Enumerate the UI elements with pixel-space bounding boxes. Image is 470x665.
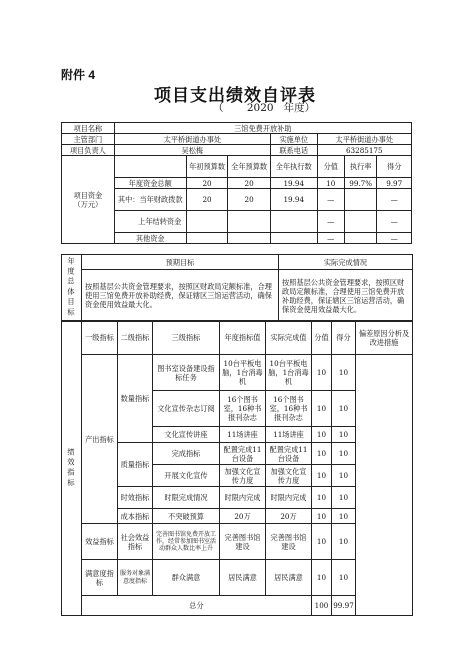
indicator-target: 10台平板电脑，1台消毒机 <box>220 355 266 391</box>
indicator-score: 10 <box>312 487 332 509</box>
funds-cell: 99.7% <box>344 178 376 189</box>
total-label: 总分 <box>82 596 312 616</box>
perf-header: 分值 <box>312 321 332 355</box>
quantity-label: 数量指标 <box>118 355 153 443</box>
social-label: 社会效益指标 <box>118 524 153 560</box>
indicator-name: 文化宣传杂志订阅 <box>153 391 220 427</box>
indicator-target: 20万 <box>220 509 266 524</box>
perf-header: 二级指标 <box>118 321 153 355</box>
attachment-label: 附件 4 <box>61 68 96 82</box>
indicator-score: 10 <box>312 391 332 427</box>
indicator-score: 10 <box>312 355 332 391</box>
indicator-got: 10 <box>332 560 356 596</box>
indicator-got: 10 <box>332 509 356 524</box>
benefit-label: 效益指标 <box>82 524 118 560</box>
indicator-name: 不突破预算 <box>153 509 220 524</box>
perf-table <box>61 320 413 616</box>
impl-label: 实施单位 <box>270 134 317 145</box>
indicator-actual: 时限内完成 <box>266 487 312 509</box>
indicator-score: 10 <box>312 524 332 560</box>
funds-cell: 10 <box>317 178 344 189</box>
deviation-notes <box>356 355 413 616</box>
funds-row-label: 其中：当年财政拨款 <box>114 189 186 211</box>
funds-row-label: 年度资金总额 <box>114 178 186 189</box>
indicator-actual: 居民满意 <box>266 560 312 596</box>
funds-cell: 19.94 <box>270 178 317 189</box>
indicator-target: 11场讲座 <box>220 427 266 443</box>
funds-cell: — <box>377 233 412 244</box>
goals-label: 年度总体目标 <box>62 255 82 322</box>
perf-header: 得分 <box>332 321 356 355</box>
indicator-score: 10 <box>312 427 332 443</box>
indicator-name: 图书室设备建设指标任务 <box>153 355 220 391</box>
project-name-value: 三馆免费开放补助 <box>114 123 411 134</box>
funds-cell <box>186 233 228 244</box>
indicator-got: 10 <box>332 427 356 443</box>
funds-cell <box>344 211 376 233</box>
perf-header: 年度指标值 <box>220 321 266 355</box>
satisfaction-sub-label: 服务对象满意度指标 <box>118 560 153 596</box>
indicator-target: 配置完成11台设备 <box>220 443 266 465</box>
indicator-score: 10 <box>312 465 332 487</box>
indicator-actual: 16个图书室，16种书报刊杂志 <box>266 391 312 427</box>
cost-label: 成本指标 <box>118 509 153 524</box>
funds-cell <box>228 211 271 233</box>
output-label: 产出指标 <box>82 355 118 524</box>
dept-label: 主管部门 <box>62 134 115 145</box>
indicator-name: 完成指标 <box>153 443 220 465</box>
owner-label: 项目负责人 <box>62 145 115 156</box>
indicator-got: 10 <box>332 487 356 509</box>
phone-value: 63285175 <box>317 145 411 156</box>
indicator-name: 文化宣传讲座 <box>153 427 220 443</box>
goals-expected-header: 预期目标 <box>82 255 279 270</box>
phone-label: 联系电话 <box>270 145 317 156</box>
indicator-score: 10 <box>312 560 332 596</box>
indicator-actual: 完善图书馆建设 <box>266 524 312 560</box>
info-table <box>61 122 412 244</box>
indicator-got: 10 <box>332 465 356 487</box>
goals-expected-text: 按照基层公共资金管理要求，按照区财政局定额标准，合理使用三馆免费开放补助经费，保证辖区三馆运营活动，确保资金使用效益最大化。 <box>82 270 279 322</box>
funds-cell: — <box>317 233 344 244</box>
indicator-name: 时限完成情况 <box>153 487 220 509</box>
funds-cell <box>228 233 271 244</box>
project-name-label: 项目名称 <box>62 123 115 134</box>
indicator-got: 10 <box>332 391 356 427</box>
indicator-actual: 20万 <box>266 509 312 524</box>
funds-cell <box>344 189 376 211</box>
indicator-name: 开展文化宣传 <box>153 465 220 487</box>
funds-cell: — <box>317 211 344 233</box>
funds-cell: 20 <box>228 178 271 189</box>
funds-cell: 20 <box>228 189 271 211</box>
year-label: （ 2020 年度） <box>213 102 316 114</box>
total-got: 99.97 <box>332 596 356 616</box>
impl-value: 太平桥街道办事处 <box>317 134 411 145</box>
funds-cell: 19.94 <box>270 189 317 211</box>
funds-cell: 9.97 <box>377 178 412 189</box>
funds-cell: — <box>377 211 412 233</box>
funds-row-label: 其他资金 <box>114 233 186 244</box>
indicator-score: 10 <box>312 443 332 465</box>
funds-cell: — <box>377 189 412 211</box>
indicator-name: 群众满意 <box>153 560 220 596</box>
funds-cell <box>270 233 317 244</box>
indicator-target: 完善图书馆建设 <box>220 524 266 560</box>
indicator-actual: 配置完成11台设备 <box>266 443 312 465</box>
goals-actual-text: 按照基层公共资金管理要求，按照区财政局定额标准，合理使用三馆免费开放补助经费，保证辖区三馆运营活动，确保资金使用效益最大化。 <box>279 270 413 322</box>
time-label: 时效指标 <box>118 487 153 509</box>
goals-actual-header: 实际完成情况 <box>279 255 413 270</box>
indicator-actual: 加强文化宣传力度 <box>266 465 312 487</box>
indicator-actual: 11场讲座 <box>266 427 312 443</box>
perf-header: 一级指标 <box>82 321 118 355</box>
funds-header: 年初预算数 <box>186 156 228 178</box>
funds-cell <box>186 211 228 233</box>
indicator-target: 居民满意 <box>220 560 266 596</box>
perf-header: 实际完成值 <box>266 321 312 355</box>
funds-cell: — <box>317 189 344 211</box>
owner-value: 吴松梅 <box>114 145 270 156</box>
goals-table <box>61 254 413 322</box>
funds-header: 全年执行数 <box>270 156 317 178</box>
indicator-got: 10 <box>332 443 356 465</box>
perf-header: 偏差原因分析及改进措施 <box>356 321 413 355</box>
dept-value: 太平桥街道办事处 <box>114 134 270 145</box>
funds-header: 执行率 <box>344 156 376 178</box>
funds-header: 全年预算数 <box>228 156 271 178</box>
funds-cell: 20 <box>186 178 228 189</box>
indicator-score: 10 <box>312 509 332 524</box>
indicator-target: 加强文化宣传力度 <box>220 465 266 487</box>
satisfaction-label: 满意度指标 <box>82 560 118 596</box>
funds-group-label: 项目资金（万元） <box>62 156 115 244</box>
funds-header: 得分 <box>377 156 412 178</box>
page-title: 项目支出绩效自评表 <box>154 86 316 105</box>
total-score: 100 <box>312 596 332 616</box>
indicator-got: 10 <box>332 355 356 391</box>
indicator-name: 完善图书馆免费开放工作，经常参加图书室活动群众人数比率上升 <box>153 524 220 560</box>
quality-label: 质量指标 <box>118 443 153 487</box>
funds-cell <box>270 211 317 233</box>
funds-row-label: 上年结转资金 <box>114 211 186 233</box>
indicator-target: 16个图书室，16种书报刊杂志 <box>220 391 266 427</box>
indicator-target: 时限内完成 <box>220 487 266 509</box>
funds-header: 分值 <box>317 156 344 178</box>
funds-cell <box>344 233 376 244</box>
indicator-got: 10 <box>332 524 356 560</box>
funds-cell: 20 <box>186 189 228 211</box>
perf-label: 绩效指标 <box>62 321 82 616</box>
indicator-actual: 10台平板电脑，1台消毒机 <box>266 355 312 391</box>
perf-header: 三级指标 <box>153 321 220 355</box>
